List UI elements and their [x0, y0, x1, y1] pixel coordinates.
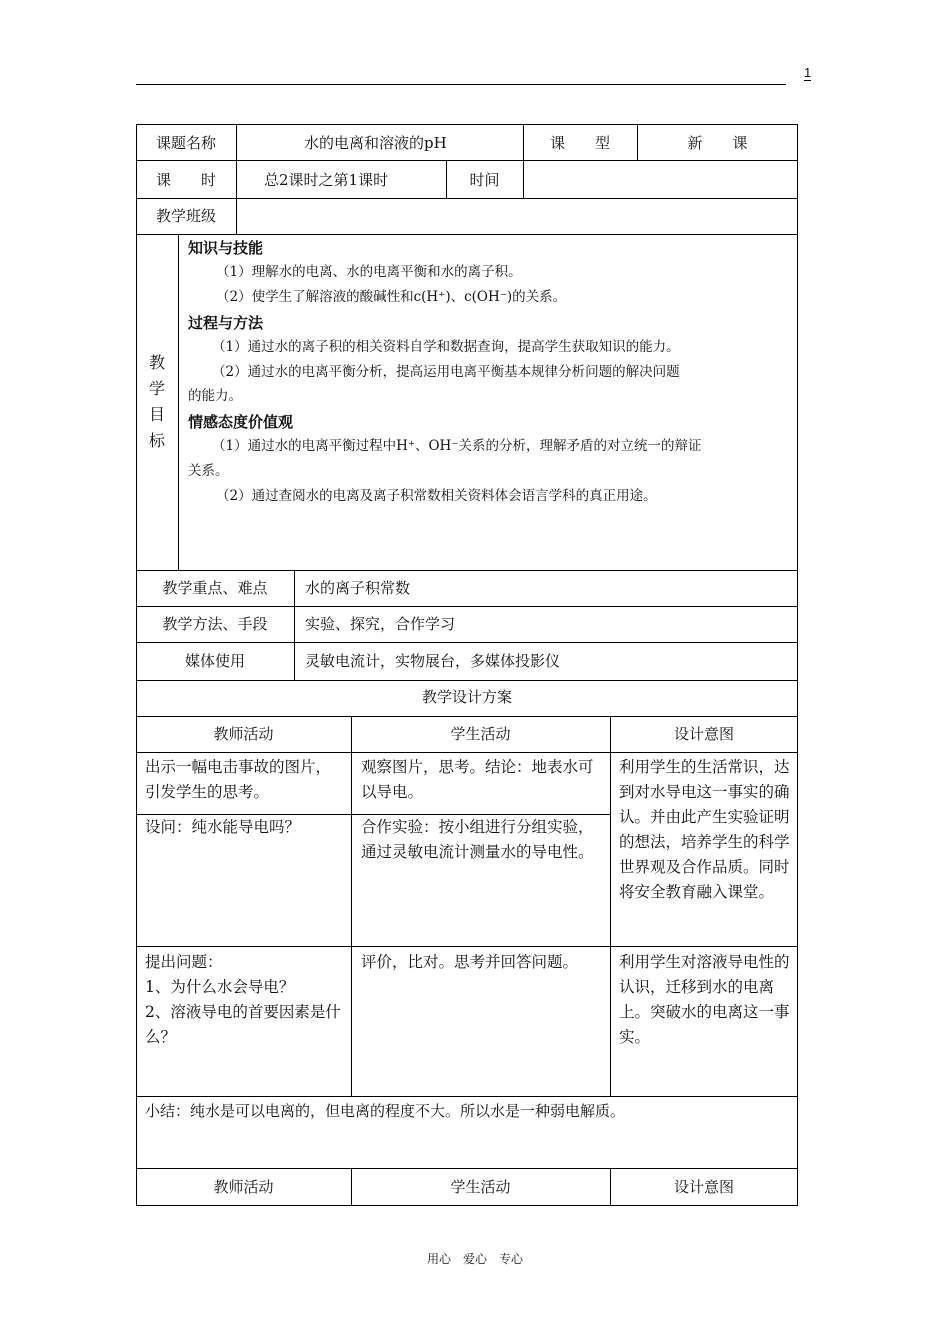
process-title: 过程与方法 [188, 314, 264, 332]
col-divider [294, 570, 295, 680]
objectives-side-char: 学 [148, 379, 165, 398]
summary: 小结：纯水是可以电离的，但电离的程度不大。所以水是一种弱电解质。 [145, 1102, 626, 1120]
footer: 用心 爱心 专心 [426, 1252, 523, 1266]
design-intent: 利用学生的生活常识，达到对水导电这一事实的确认。并由此产生实验证明的想法，培养学生的科学世界观及合作品质。同时将安全教育融入课堂。 [619, 758, 790, 901]
objectives-side-char: 标 [148, 431, 165, 450]
row-divider [136, 680, 798, 681]
process-item: （1）通过水的离子积的相关资料自学和数据查询，提高学生获取知识的能力。 [212, 339, 680, 355]
col-divider [178, 234, 179, 570]
student-column-header: 学生活动 [450, 1178, 511, 1196]
row-divider [136, 642, 798, 643]
teacher-activity: 设问：纯水能导电吗？ [145, 818, 301, 836]
row-divider [136, 570, 798, 571]
topic-value: 水的电离和溶液的pH [304, 134, 447, 152]
intent-column-header: 设计意图 [673, 725, 734, 743]
teacher-activity: 1、为什么水会导电？ [145, 978, 295, 996]
key-points-value: 水的离子积常数 [305, 579, 411, 597]
row-divider [136, 606, 798, 607]
media-value: 灵敏电流计，实物展台，多媒体投影仪 [305, 652, 561, 670]
emotion-title: 情感态度价值观 [188, 413, 294, 431]
topic-label: 课题名称 [155, 134, 216, 152]
student-activity: 评价，比对。思考并回答问题。 [361, 953, 579, 971]
key-points-label: 教学重点、难点 [162, 579, 268, 597]
teacher-column-header: 教师活动 [213, 725, 274, 743]
objectives-side-char: 目 [148, 405, 165, 424]
row-divider [136, 234, 798, 235]
intent-column-header: 设计意图 [673, 1178, 734, 1196]
method-label: 教学方法、手段 [162, 615, 268, 633]
knowledge-title: 知识与技能 [188, 239, 264, 257]
emotion-item: （1）通过水的电离平衡过程中H⁺、OH⁻关系的分析，理解矛盾的对立统一的辩证 [212, 438, 702, 454]
teacher-activity: 提出问题： [145, 953, 223, 971]
page-number: 1 [804, 65, 812, 80]
col-divider [351, 716, 352, 1096]
row-divider [136, 752, 798, 753]
process-item-cont: 的能力。 [188, 388, 242, 404]
period-label: 课 时 [155, 171, 216, 189]
design-title: 教学设计方案 [421, 688, 512, 706]
col-divider [610, 716, 611, 1096]
knowledge-item: （2）使学生了解溶液的酸碱性和c(H⁺)、c(OH⁻)的关系。 [216, 289, 567, 305]
type-value: 新 课 [687, 134, 748, 152]
row-divider [136, 1096, 798, 1097]
col-divider [236, 124, 237, 234]
header-rule [136, 84, 786, 85]
teacher-activity: 出示一幅电击事故的图片，引发学生的思考。 [145, 758, 332, 801]
design-intent: 利用学生对溶液导电性的认识，迁移到水的电离上。突破水的电离这一事实。 [619, 953, 790, 1046]
row-divider [136, 716, 798, 717]
col-divider [523, 160, 524, 198]
time-label: 时间 [469, 171, 500, 189]
teacher-activity: 2、溶液导电的首要因素是什么？ [145, 1003, 341, 1046]
class-label: 教学班级 [155, 207, 216, 225]
process-item: （2）通过水的电离平衡分析，提高运用电离平衡基本规律分析问题的解决问题 [212, 364, 680, 380]
objectives-side-char: 教 [148, 353, 165, 372]
teacher-column-header: 教师活动 [213, 1178, 274, 1196]
type-label: 课 型 [549, 134, 610, 152]
student-activity: 观察图片，思考。结论：地表水可以导电。 [361, 758, 594, 801]
row-divider [136, 946, 798, 947]
period-value: 总2课时之第1课时 [264, 171, 389, 189]
student-activity: 合作实验：按小组进行分组实验，通过灵敏电流计测量水的导电性。 [361, 818, 594, 861]
method-value: 实验、探究，合作学习 [305, 615, 456, 633]
knowledge-item: （1）理解水的电离、水的电离平衡和水的离子积。 [216, 264, 522, 280]
emotion-item: （2）通过查阅水的电离及离子积常数相关资料体会语言学科的真正用途。 [216, 488, 657, 504]
media-label: 媒体使用 [184, 652, 245, 670]
student-column-header: 学生活动 [450, 725, 511, 743]
emotion-item-cont: 关系。 [188, 463, 229, 479]
row-divider [136, 1168, 798, 1169]
